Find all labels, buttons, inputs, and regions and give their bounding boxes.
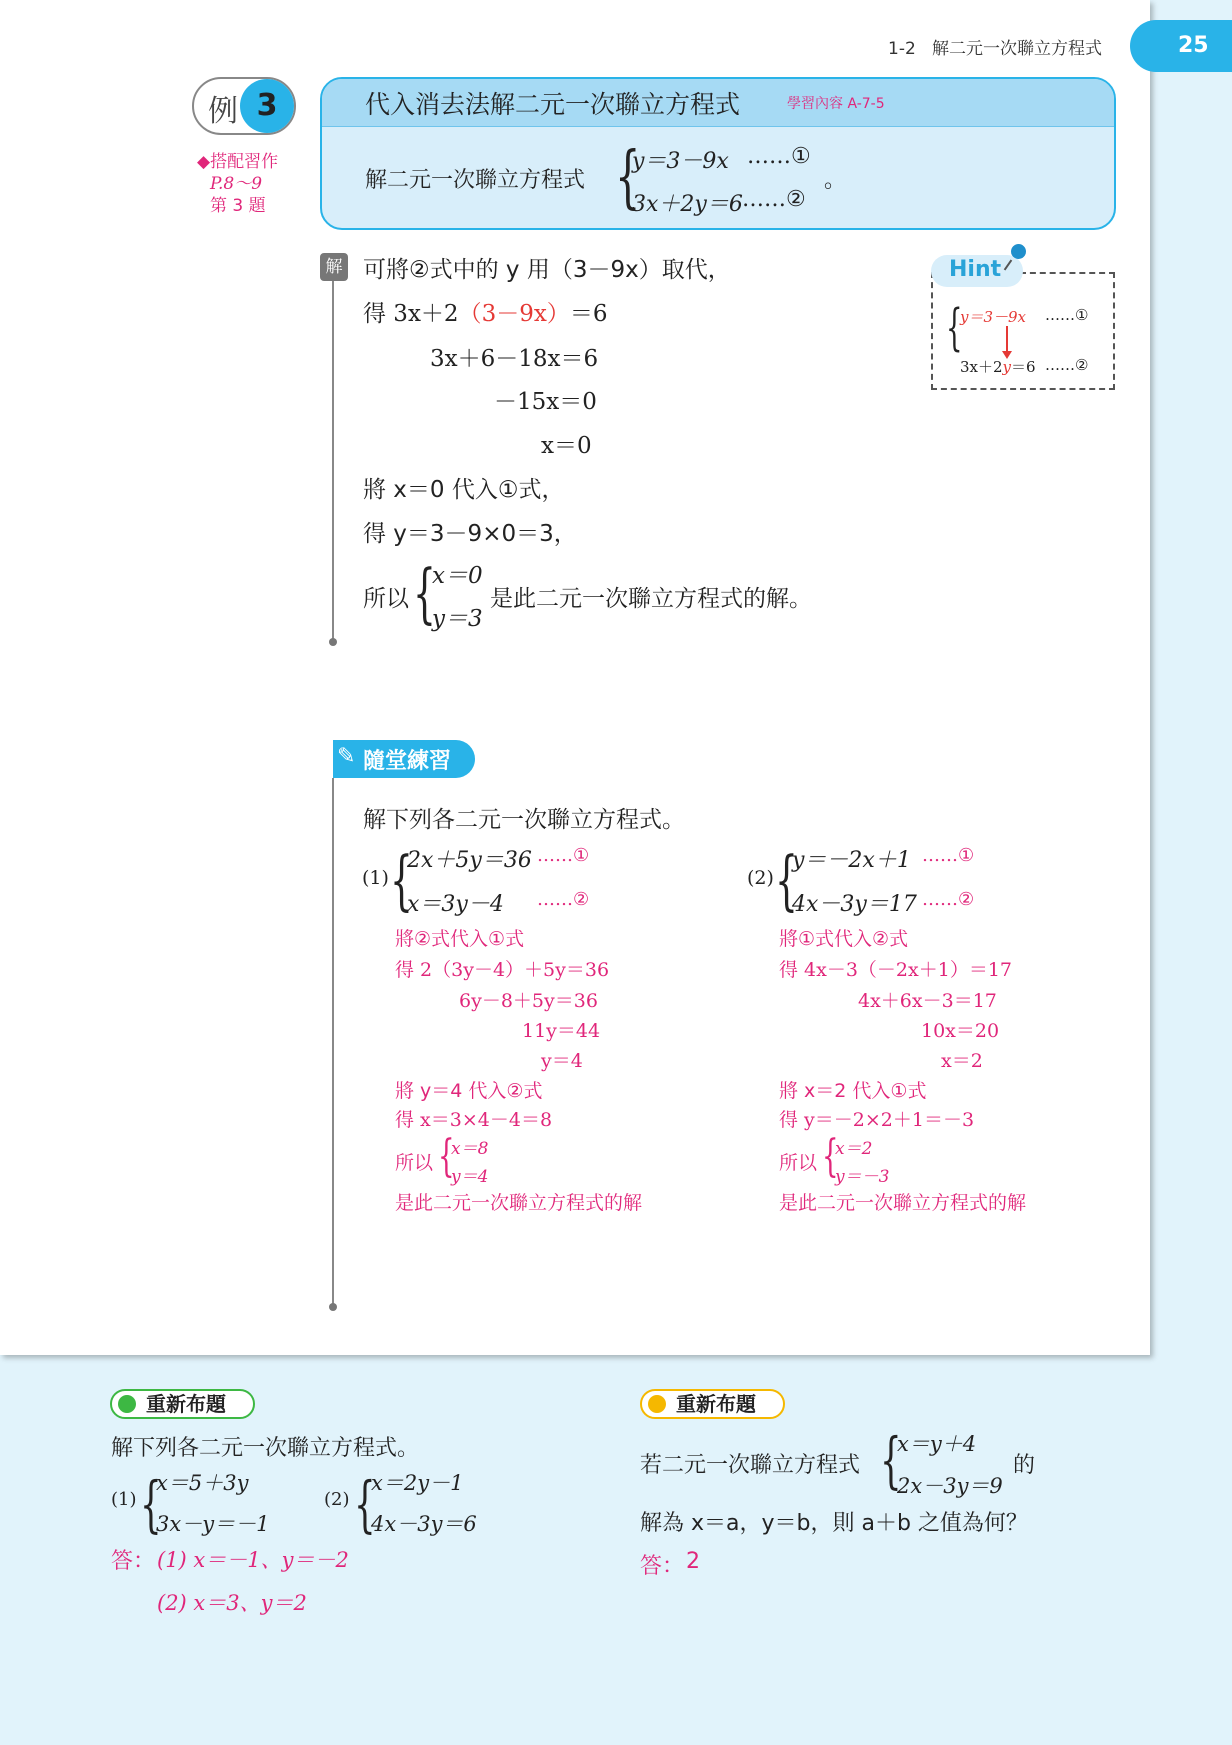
rework-q1-label: (1)	[111, 1489, 137, 1510]
yellow-dot-icon	[648, 1395, 666, 1413]
hint-eq2-y: y	[1002, 358, 1012, 376]
example-eq2: 3x＋2y＝6	[632, 192, 743, 217]
rework-left-instruction: 解下列各二元一次聯立方程式。	[111, 1436, 420, 1461]
example-brace: {	[615, 139, 641, 218]
hint-eq2	[960, 356, 1036, 377]
example-number-text: 3	[256, 88, 278, 123]
example-eq1: y＝3－9x	[632, 149, 729, 174]
p1-eq1: 2x＋5y＝36	[407, 848, 532, 873]
p2-ans-x: x＝2	[835, 1139, 873, 1159]
rework-right-eq1: x＝y＋4	[897, 1432, 977, 1456]
solution-line7: 得 y＝3－9×0＝3，	[363, 521, 577, 547]
p2-brace: {	[775, 845, 798, 919]
solution-so: 所以	[363, 586, 409, 612]
solution-line2-red: （3－9x）	[458, 301, 570, 327]
p1-brace: {	[390, 845, 413, 919]
p1-step6: 將 y＝4 代入②式	[395, 1080, 543, 1102]
rework-right-badge	[640, 1389, 785, 1419]
example-box	[320, 77, 1116, 230]
p2-ans-y: y＝－3	[835, 1167, 890, 1187]
rework-right-question-post: 的	[1013, 1453, 1036, 1478]
solution-line6: 將 x＝0 代入①式，	[363, 477, 565, 503]
p1-ans-y: y＝4	[451, 1167, 489, 1187]
rework-left-badge	[110, 1389, 255, 1419]
solution-ans-x: x＝0	[432, 563, 483, 589]
solution-rule-dot	[329, 638, 337, 646]
p1-step4: 11y＝44	[522, 1020, 601, 1042]
p1-label: (1)	[362, 867, 389, 889]
hint-eq1-tag: ……①	[1045, 306, 1089, 324]
p1-conclusion: 是此二元一次聯立方程式的解	[395, 1192, 643, 1214]
p1-ans-brace: {	[438, 1132, 455, 1183]
hint-brace: {	[946, 301, 963, 358]
rework-q2-label: (2)	[324, 1489, 350, 1510]
hint-arrow	[1006, 326, 1008, 354]
practice-instruction: 解下列各二元一次聯立方程式。	[363, 807, 685, 833]
solution-ans-y: y＝3	[432, 606, 483, 632]
solution-line1: 可將②式中的 y 用（3－9x）取代，	[363, 257, 731, 283]
solution-line-rule	[332, 272, 334, 642]
rework-q1-eq1: x＝5＋3y	[156, 1471, 249, 1495]
rework-left-badge-text: 重新布題	[146, 1392, 226, 1416]
solution-badge-text: 解	[325, 257, 343, 277]
example-period: 。	[824, 168, 847, 193]
p1-eq1-tag: ……①	[537, 845, 590, 866]
rework-left-answer-label: 答：	[111, 1549, 156, 1574]
solution-conclusion: 是此二元一次聯立方程式的解。	[490, 586, 812, 612]
side-note	[197, 151, 278, 217]
p1-step2: 得 2（3y－4）＋5y＝36	[395, 959, 610, 981]
p2-eq1: y＝－2x＋1	[792, 848, 911, 873]
rework-left-answer1: (1) x＝－1、y＝－2	[157, 1548, 349, 1572]
solution-line5: x＝0	[541, 433, 592, 459]
hint-eq1: y＝3－9x	[960, 308, 1027, 326]
p2-conclusion: 是此二元一次聯立方程式的解	[779, 1192, 1027, 1214]
p1-step5: y＝4	[541, 1050, 583, 1072]
p1-step7: 得 x＝3×4－4＝8	[395, 1109, 553, 1131]
example-title: 代入消去法解二元一次聯立方程式	[365, 90, 741, 119]
rework-right-question2: 解為 x＝a，y＝b，則 a＋b 之值為何？	[640, 1511, 1028, 1536]
p1-eq2: x＝3y－4	[407, 892, 504, 917]
hint-eq2-pre: 3x＋2	[960, 358, 1003, 376]
p1-eq2-tag: ……②	[537, 889, 590, 910]
rework-right-badge-text: 重新布題	[676, 1392, 756, 1416]
p2-step2: 得 4x－3（－2x＋1）＝17	[779, 959, 1013, 981]
pencil-icon: ✎	[337, 744, 356, 769]
problem-prefix: 解二元一次聯立方程式	[365, 168, 586, 193]
p2-step1: 將①式代入②式	[779, 928, 909, 950]
practice-rule-dot	[329, 1303, 337, 1311]
solution-brace: {	[413, 558, 436, 632]
solution-line4: －15x＝0	[494, 389, 597, 415]
rework-q1-brace: {	[140, 1469, 162, 1541]
p1-so: 所以	[395, 1152, 434, 1174]
solution-line2-post: ＝6	[569, 301, 608, 327]
hint-label: Hint	[949, 257, 1002, 282]
example-eq2-tag: ……②	[742, 187, 806, 212]
practice-badge	[333, 740, 475, 778]
example-eq1-tag: ……①	[747, 144, 811, 169]
p1-step3: 6y－8＋5y＝36	[459, 990, 598, 1012]
rework-right-eq2: 2x－3y＝9	[897, 1474, 1003, 1498]
chapter-number: 1-2	[888, 39, 916, 59]
side-note-line3: 第 3 題	[210, 196, 266, 216]
rework-q2-eq2: 4x－3y＝6	[371, 1512, 477, 1536]
rework-right-answer-label: 答：	[640, 1554, 685, 1579]
practice-rule	[332, 778, 334, 1306]
rework-right-brace: {	[880, 1425, 902, 1497]
side-note-line2: P.8～9	[210, 174, 263, 194]
p2-step7: 得 y＝－2×2＋1＝－3	[779, 1109, 975, 1131]
example-label-badge	[192, 77, 300, 135]
example-label: 例	[208, 94, 238, 129]
rework-right-question-pre: 若二元一次聯立方程式	[640, 1453, 861, 1478]
p2-step3: 4x＋6x－3＝17	[858, 990, 997, 1012]
page-number: 25	[1130, 20, 1232, 72]
rework-q1-eq2: 3x－y＝－1	[156, 1512, 270, 1536]
p2-eq1-tag: ……①	[922, 845, 975, 866]
solution-line3: 3x＋6－18x＝6	[430, 346, 599, 372]
p2-label: (2)	[747, 867, 774, 889]
solution-line2-pre: 得 3x＋2	[363, 301, 459, 327]
p2-eq2: 4x－3y＝17	[792, 892, 917, 917]
hint-eq2-tag: ……②	[1045, 356, 1089, 374]
example-number	[240, 79, 294, 133]
p1-ans-x: x＝8	[451, 1139, 489, 1159]
rework-right-answer: 2	[686, 1549, 700, 1574]
green-dot-icon	[118, 1395, 136, 1413]
rework-q2-brace: {	[354, 1469, 376, 1541]
pin-icon	[1011, 244, 1026, 259]
chapter-header	[888, 34, 1102, 59]
solution-line2	[363, 295, 607, 328]
p2-ans-brace: {	[822, 1132, 839, 1183]
chapter-title: 解二元一次聯立方程式	[932, 39, 1102, 59]
rework-q2-eq1: x＝2y－1	[371, 1471, 464, 1495]
p2-step4: 10x＝20	[921, 1020, 1000, 1042]
curriculum-tag: 學習內容 A-7-5	[787, 96, 885, 112]
rework-left-answer2: (2) x＝3、y＝2	[157, 1591, 307, 1615]
p2-eq2-tag: ……②	[922, 889, 975, 910]
p2-so: 所以	[779, 1152, 818, 1174]
side-note-line1: ◆搭配習作	[197, 152, 279, 172]
solution-badge	[320, 253, 348, 281]
practice-badge-text: 隨堂練習	[363, 749, 452, 774]
p2-step5: x＝2	[941, 1050, 983, 1072]
hint-eq2-post: ＝6	[1011, 358, 1036, 376]
p2-step6: 將 x＝2 代入①式	[779, 1080, 927, 1102]
p1-step1: 將②式代入①式	[395, 928, 525, 950]
